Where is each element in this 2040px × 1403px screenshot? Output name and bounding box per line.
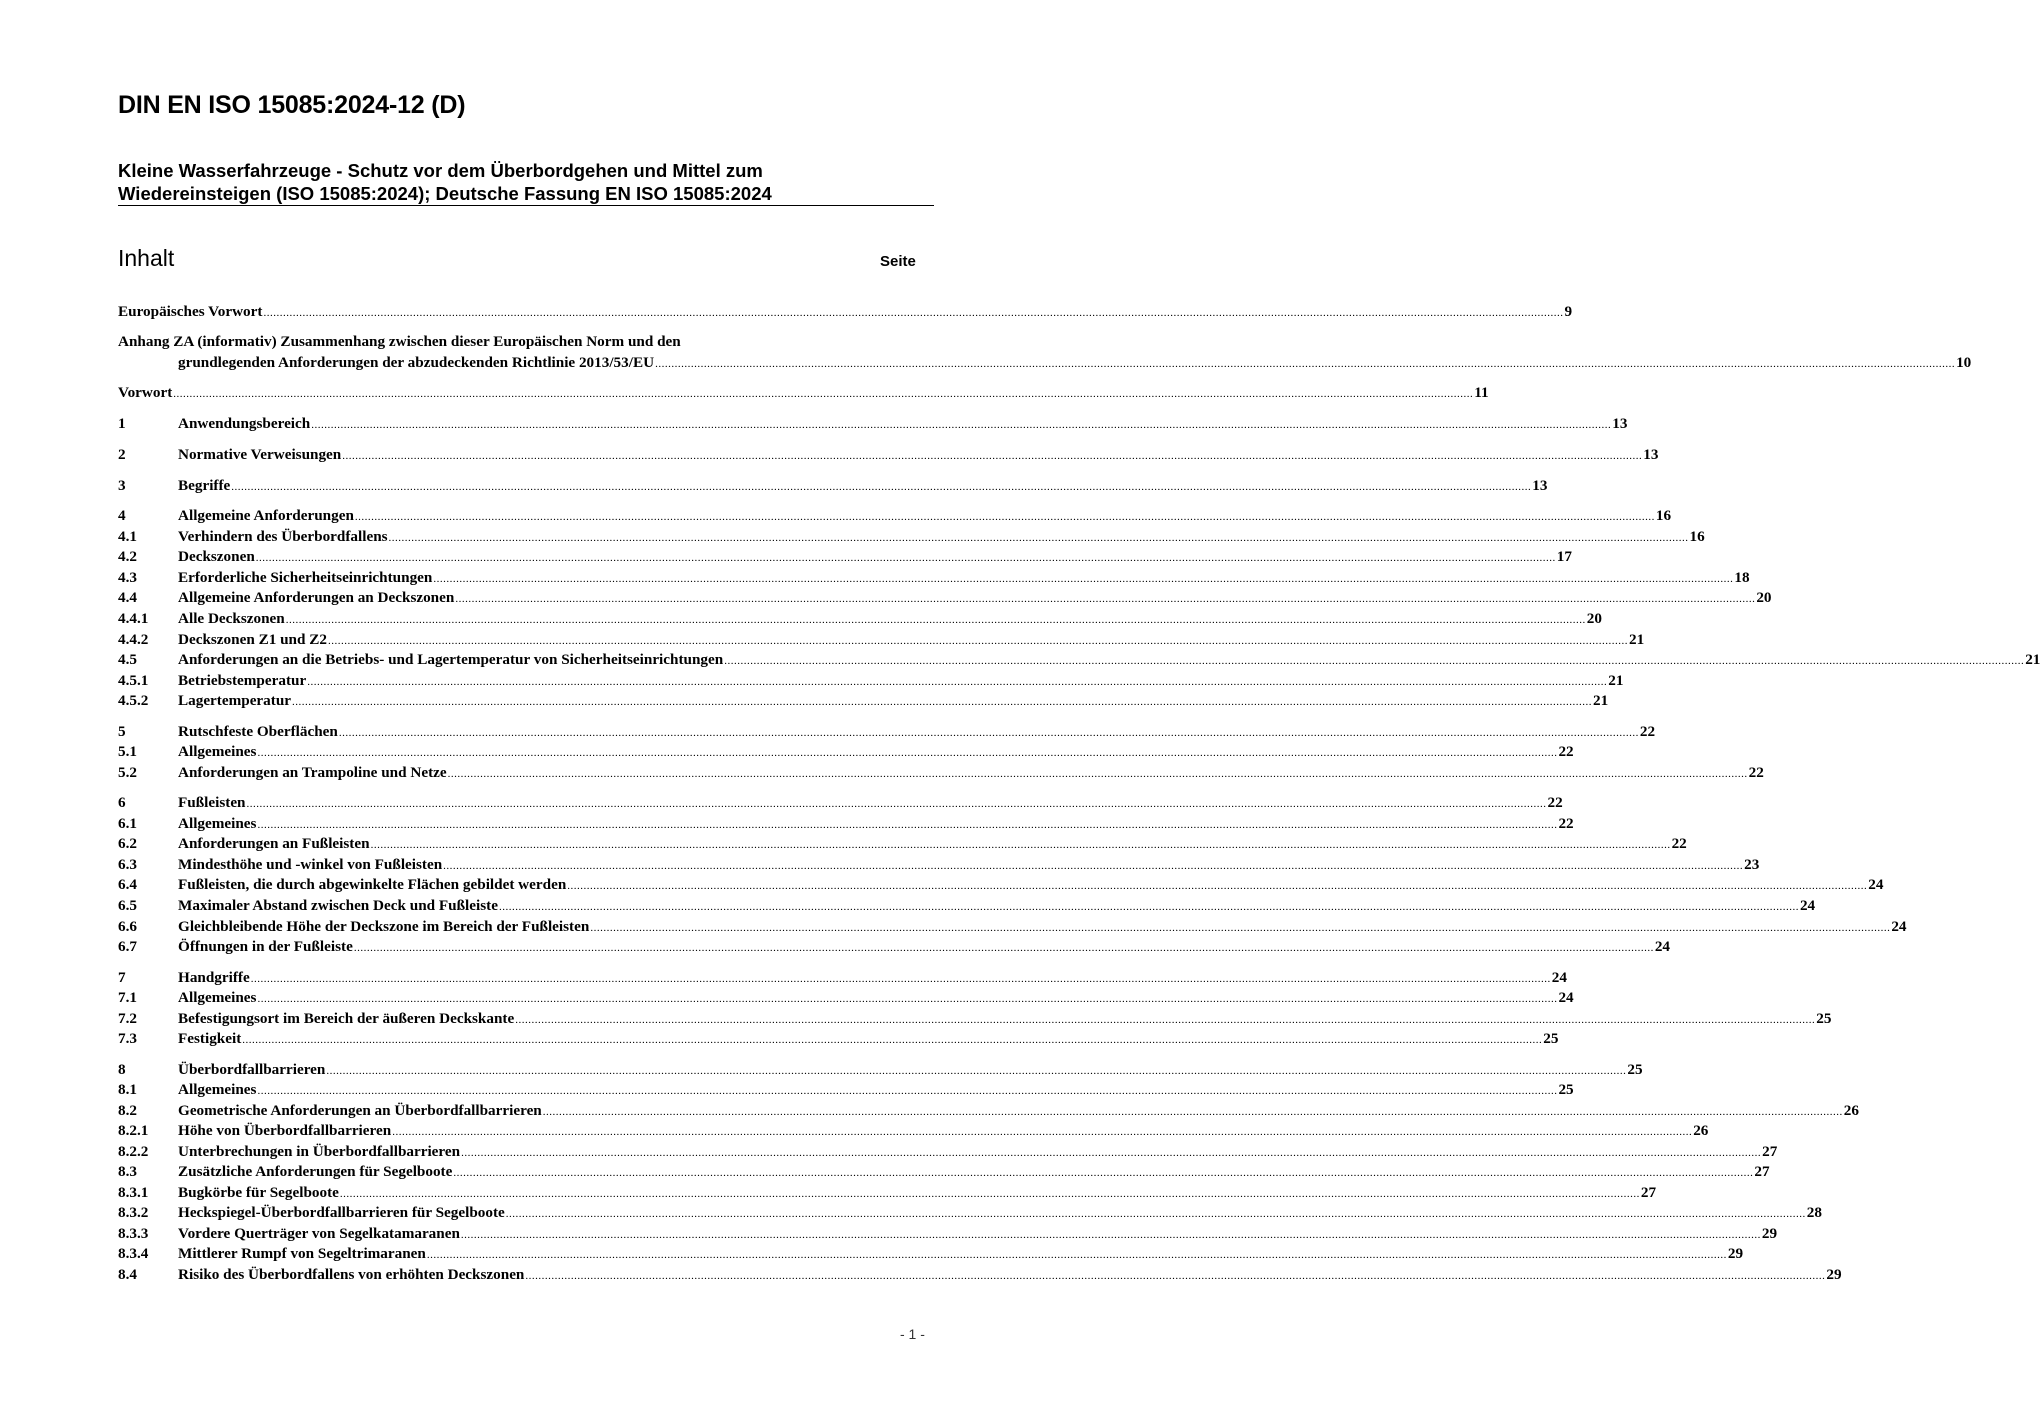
toc-entry[interactable] bbox=[118, 609, 1602, 629]
toc-entry-number: 8.2.1 bbox=[118, 1122, 149, 1139]
toc-entry-title: Europäisches Vorwort bbox=[118, 303, 263, 320]
toc-entry[interactable] bbox=[118, 506, 1672, 526]
toc-leader-dots: ................................................................................................................................................................................................................................................................................................................................................................................................................ bbox=[342, 450, 1643, 462]
toc-leader-dots: ................................................................................................................................................................................................................................................................................................................................................................................................................ bbox=[460, 1229, 1761, 1241]
toc-entry-page: 24 bbox=[1551, 969, 1567, 986]
toc-entry[interactable] bbox=[118, 353, 1972, 373]
toc-leader-dots: ................................................................................................................................................................................................................................................................................................................................................................................................................ bbox=[388, 532, 1689, 544]
subtitle-line-2: Wiedereinsteigen (ISO 15085:2024); Deutsche Fassung EN ISO 15085:2024 bbox=[118, 183, 772, 204]
toc-entry-number: 7.2 bbox=[118, 1010, 137, 1027]
toc-entry-page: 16 bbox=[1689, 528, 1705, 545]
toc-entry-title: Maximaler Abstand zwischen Deck und Fußleiste bbox=[178, 897, 498, 914]
toc-entry[interactable] bbox=[118, 302, 1573, 322]
toc-entry[interactable] bbox=[118, 650, 2040, 670]
toc-entry[interactable] bbox=[118, 445, 1659, 465]
toc-entry-title: Erforderliche Sicherheitseinrichtungen bbox=[178, 569, 433, 586]
toc-entry-number: 8 bbox=[118, 1061, 126, 1078]
toc-page-label: Seite bbox=[880, 253, 916, 270]
toc-entry-title: Mindesthöhe und -winkel von Fußleisten bbox=[178, 856, 443, 873]
toc-leader-dots: ................................................................................................................................................................................................................................................................................................................................................................................................................ bbox=[354, 511, 1655, 523]
toc-entry-page: 25 bbox=[1558, 1081, 1574, 1098]
toc-entry-title: Vorwort bbox=[118, 384, 173, 401]
toc-entry-title: Heckspiegel-Überbordfallbarrieren für Segelboote bbox=[178, 1204, 505, 1221]
toc-entry-number: 6.2 bbox=[118, 835, 137, 852]
toc-entry-page: 26 bbox=[1843, 1102, 1859, 1119]
toc-entry-title: Unterbrechungen in Überbordfallbarrieren bbox=[178, 1143, 461, 1160]
toc-entry-page: 24 bbox=[1558, 989, 1574, 1006]
toc-entry-title: Festigkeit bbox=[178, 1030, 242, 1047]
toc-entry-title: Öffnungen in der Fußleiste bbox=[178, 938, 353, 955]
toc-entry-title: Zusätzliche Anforderungen für Segelboote bbox=[178, 1163, 453, 1180]
toc-leader-dots: ................................................................................................................................................................................................................................................................................................................................................................................................................ bbox=[590, 922, 1891, 934]
toc-entry-title: Bugkörbe für Segelboote bbox=[178, 1184, 339, 1201]
toc-entry-title: Risiko des Überbordfallens von erhöhten Deckszonen bbox=[178, 1266, 525, 1283]
toc-leader-dots: ................................................................................................................................................................................................................................................................................................................................................................................................................ bbox=[453, 1167, 1754, 1179]
toc-entry-page: 27 bbox=[1762, 1143, 1778, 1160]
toc-entry-page: 24 bbox=[1799, 897, 1816, 914]
toc-entry[interactable] bbox=[118, 476, 1548, 496]
toc-entry-title: Rutschfeste Oberflächen bbox=[178, 723, 338, 740]
toc-leader-dots: ................................................................................................................................................................................................................................................................................................................................................................................................................ bbox=[567, 880, 1868, 892]
toc-leader-dots: ................................................................................................................................................................................................................................................................................................................................................................................................................ bbox=[173, 388, 1474, 400]
toc-entry-page: 22 bbox=[1671, 835, 1687, 852]
toc-entry[interactable] bbox=[118, 937, 1671, 957]
toc-entry-title: Allgemeines bbox=[178, 743, 257, 760]
toc-entry-page: 22 bbox=[1558, 815, 1574, 832]
toc-entry-number: 7.1 bbox=[118, 989, 137, 1006]
toc-entry[interactable] bbox=[118, 547, 1572, 567]
toc-entry-page: 21 bbox=[2025, 651, 2040, 668]
toc-entry[interactable] bbox=[118, 1142, 1778, 1162]
toc-entry[interactable] bbox=[118, 1029, 1559, 1049]
toc-leader-dots: ................................................................................................................................................................................................................................................................................................................................................................................................................ bbox=[655, 358, 1956, 370]
toc-entry-title: Vordere Querträger von Segelkatamaranen bbox=[178, 1225, 460, 1242]
toc-entry-title: Deckszonen bbox=[178, 548, 255, 565]
toc-leader-dots: ................................................................................................................................................................................................................................................................................................................................................................................................................ bbox=[525, 1270, 1826, 1282]
toc-entry-page: 25 bbox=[1816, 1010, 1832, 1027]
toc-entry[interactable] bbox=[118, 793, 1563, 813]
toc-entry-number: 8.4 bbox=[118, 1266, 137, 1283]
toc-entry[interactable] bbox=[118, 742, 1574, 762]
toc-entry[interactable] bbox=[118, 968, 1567, 988]
toc-entry[interactable] bbox=[118, 332, 930, 352]
toc-entry-number: 4.3 bbox=[118, 569, 137, 586]
toc-entry-title: Fußleisten, die durch abgewinkelte Flächen gebildet werden bbox=[178, 876, 567, 893]
toc-entry-number: 6.4 bbox=[118, 876, 137, 893]
toc-entry[interactable] bbox=[118, 1244, 1744, 1264]
toc-entry[interactable] bbox=[118, 988, 1574, 1008]
toc-entry-page: 28 bbox=[1806, 1204, 1822, 1221]
toc-entry-title: Geometrische Anforderungen an Überbordfallbarrieren bbox=[178, 1102, 542, 1119]
toc-leader-dots: ................................................................................................................................................................................................................................................................................................................................................................................................................ bbox=[257, 993, 1558, 1005]
toc-entry-page: 11 bbox=[1474, 384, 1489, 401]
toc-entry-number: 6.1 bbox=[118, 815, 137, 832]
toc-leader-dots: ................................................................................................................................................................................................................................................................................................................................................................................................................ bbox=[505, 1208, 1806, 1220]
title-divider bbox=[118, 205, 934, 206]
toc-entry-number: 8.3.4 bbox=[118, 1245, 149, 1262]
toc-leader-dots: ................................................................................................................................................................................................................................................................................................................................................................................................................ bbox=[326, 1065, 1627, 1077]
toc-leader-dots: ................................................................................................................................................................................................................................................................................................................................................................................................................ bbox=[292, 696, 1593, 708]
toc-entry-page: 9 bbox=[1564, 303, 1573, 320]
toc-entry-title: Normative Verweisungen bbox=[178, 446, 342, 463]
toc-leader-dots: ................................................................................................................................................................................................................................................................................................................................................................................................................ bbox=[542, 1106, 1843, 1118]
toc-leader-dots: ................................................................................................................................................................................................................................................................................................................................................................................................................ bbox=[307, 676, 1608, 688]
toc-entry-number: 5.2 bbox=[118, 764, 137, 781]
toc-leader-dots: ................................................................................................................................................................................................................................................................................................................................................................................................................ bbox=[263, 307, 1564, 319]
toc-entry[interactable] bbox=[118, 763, 1764, 783]
toc-entry-number: 4.5.2 bbox=[118, 692, 149, 709]
toc-entry-number: 2 bbox=[118, 446, 126, 463]
toc-entry-number: 1 bbox=[118, 415, 126, 432]
toc-entry-number: 5 bbox=[118, 723, 126, 740]
toc-entry[interactable] bbox=[118, 1224, 1778, 1244]
toc-leader-dots: ................................................................................................................................................................................................................................................................................................................................................................................................................ bbox=[447, 768, 1748, 780]
toc-leader-dots: ................................................................................................................................................................................................................................................................................................................................................................................................................ bbox=[455, 593, 1756, 605]
toc-leader-dots: ................................................................................................................................................................................................................................................................................................................................................................................................................ bbox=[515, 1014, 1816, 1026]
toc-entry-title: Anforderungen an die Betriebs- und Lagertemperatur von Sicherheitseinrichtungen bbox=[178, 651, 724, 668]
toc-leader-dots: ................................................................................................................................................................................................................................................................................................................................................................................................................ bbox=[257, 747, 1558, 759]
toc-entry[interactable] bbox=[118, 671, 1624, 691]
document-subtitle bbox=[118, 159, 934, 205]
toc-entry-title: Alle Deckszonen bbox=[178, 610, 285, 627]
toc-entry-number: 4.4.2 bbox=[118, 631, 149, 648]
toc-entry[interactable] bbox=[118, 896, 1816, 916]
toc-entry[interactable] bbox=[118, 875, 1884, 895]
toc-entry-number: 7 bbox=[118, 969, 126, 986]
toc-entry-title: Anhang ZA (informativ) Zusammenhang zwischen dieser Europäischen Norm und den bbox=[118, 333, 681, 350]
toc-leader-dots: ................................................................................................................................................................................................................................................................................................................................................................................................................ bbox=[498, 901, 1799, 913]
toc-entry-page: 21 bbox=[1608, 672, 1624, 689]
toc-entry-page: 21 bbox=[1628, 631, 1645, 648]
toc-leader-dots: ................................................................................................................................................................................................................................................................................................................................................................................................................ bbox=[327, 635, 1628, 647]
toc-leader-dots: ................................................................................................................................................................................................................................................................................................................................................................................................................ bbox=[231, 481, 1532, 493]
toc-leader-dots: ................................................................................................................................................................................................................................................................................................................................................................................................................ bbox=[257, 819, 1558, 831]
toc-leader-dots: ................................................................................................................................................................................................................................................................................................................................................................................................................ bbox=[433, 573, 1734, 585]
toc-entry-page: 25 bbox=[1627, 1061, 1643, 1078]
toc-entry-page: 24 bbox=[1891, 918, 1907, 935]
toc-entry[interactable] bbox=[118, 1080, 1574, 1100]
toc-entry-page: 16 bbox=[1655, 507, 1672, 524]
toc-entry-title: Deckszonen Z1 und Z2 bbox=[178, 631, 327, 648]
toc-entry-number: 4.4 bbox=[118, 589, 137, 606]
toc-entry[interactable] bbox=[118, 722, 1656, 742]
toc-entry-title: Allgemeine Anforderungen an Deckszonen bbox=[178, 589, 455, 606]
toc-entry-title: Betriebstemperatur bbox=[178, 672, 307, 689]
toc-entry[interactable] bbox=[118, 414, 1628, 434]
toc-entry-number: 4.1 bbox=[118, 528, 137, 545]
toc-entry[interactable] bbox=[118, 834, 1687, 854]
toc-leader-dots: ................................................................................................................................................................................................................................................................................................................................................................................................................ bbox=[246, 798, 1547, 810]
toc-entry-page: 17 bbox=[1556, 548, 1572, 565]
toc-entry-page: 22 bbox=[1639, 723, 1656, 740]
toc-entry-title: grundlegenden Anforderungen der abzudeckenden Richtlinie 2013/53/EU bbox=[178, 354, 655, 371]
toc-entry-number: 8.1 bbox=[118, 1081, 137, 1098]
toc-leader-dots: ................................................................................................................................................................................................................................................................................................................................................................................................................ bbox=[443, 860, 1744, 872]
toc-entry-number: 6 bbox=[118, 794, 126, 811]
toc-entry-number: 6.6 bbox=[118, 918, 137, 935]
toc-entry-number: 6.5 bbox=[118, 897, 137, 914]
toc-entry-page: 27 bbox=[1754, 1163, 1770, 1180]
toc-entry-page: 20 bbox=[1586, 610, 1602, 627]
toc-leader-dots: ................................................................................................................................................................................................................................................................................................................................................................................................................ bbox=[242, 1034, 1543, 1046]
toc-entry-page: 18 bbox=[1734, 569, 1750, 586]
toc-entry-page: 13 bbox=[1643, 446, 1659, 463]
toc-entry[interactable] bbox=[118, 917, 1907, 937]
toc-entry-page: 29 bbox=[1761, 1225, 1778, 1242]
toc-entry-title: Allgemeines bbox=[178, 815, 257, 832]
toc-leader-dots: ................................................................................................................................................................................................................................................................................................................................................................................................................ bbox=[338, 727, 1639, 739]
toc-entry[interactable] bbox=[118, 1203, 1822, 1223]
toc-entry-number: 8.3.2 bbox=[118, 1204, 149, 1221]
toc-entry-number: 4.2 bbox=[118, 548, 137, 565]
toc-entry-page: 24 bbox=[1868, 876, 1884, 893]
toc-entry-number: 4 bbox=[118, 507, 126, 524]
toc-entry[interactable] bbox=[118, 1162, 1770, 1182]
toc-entry-page: 29 bbox=[1826, 1266, 1842, 1283]
toc-entry-page: 13 bbox=[1532, 477, 1548, 494]
toc-entry-number: 4.5 bbox=[118, 651, 137, 668]
toc-entry-page: 26 bbox=[1693, 1122, 1709, 1139]
toc-entry-title: Gleichbleibende Höhe der Deckszone im Bereich der Fußleisten bbox=[178, 918, 590, 935]
toc-leader-dots: ................................................................................................................................................................................................................................................................................................................................................................................................................ bbox=[392, 1126, 1693, 1138]
toc-entry-number: 6.3 bbox=[118, 856, 137, 873]
toc-entry-number: 8.3 bbox=[118, 1163, 137, 1180]
toc-entry-number: 8.2 bbox=[118, 1102, 137, 1119]
toc-entry-number: 4.5.1 bbox=[118, 672, 149, 689]
toc-entry[interactable] bbox=[118, 1121, 1709, 1141]
toc-entry[interactable] bbox=[118, 527, 1705, 547]
toc-entry-page: 23 bbox=[1744, 856, 1760, 873]
toc-leader-dots: ................................................................................................................................................................................................................................................................................................................................................................................................................ bbox=[255, 552, 1556, 564]
toc-entry[interactable] bbox=[118, 1183, 1657, 1203]
toc-entry-title: Allgemeines bbox=[178, 989, 257, 1006]
toc-entry-number: 3 bbox=[118, 477, 126, 494]
toc-entry-page: 22 bbox=[1547, 794, 1563, 811]
toc-entry-title: Anforderungen an Fußleisten bbox=[178, 835, 370, 852]
toc-entry[interactable] bbox=[118, 1009, 1832, 1029]
toc-entry-page: 21 bbox=[1593, 692, 1609, 709]
toc-entry-title: Begriffe bbox=[178, 477, 231, 494]
toc-entry-title: Allgemeine Anforderungen bbox=[178, 507, 354, 524]
toc-entry-number: 6.7 bbox=[118, 938, 137, 955]
toc-entry-page: 13 bbox=[1612, 415, 1628, 432]
toc-entry-page: 10 bbox=[1956, 354, 1972, 371]
toc-leader-dots: ................................................................................................................................................................................................................................................................................................................................................................................................................ bbox=[311, 419, 1612, 431]
toc-entry-number: 4.4.1 bbox=[118, 610, 149, 627]
toc-entry-title: Handgriffe bbox=[178, 969, 250, 986]
toc-leader-dots: ................................................................................................................................................................................................................................................................................................................................................................................................................ bbox=[250, 973, 1551, 985]
toc-entry[interactable] bbox=[118, 630, 1645, 650]
toc-entry-title: Anwendungsbereich bbox=[178, 415, 311, 432]
toc-leader-dots: ................................................................................................................................................................................................................................................................................................................................................................................................................ bbox=[370, 839, 1671, 851]
toc-entry-page: 29 bbox=[1727, 1245, 1744, 1262]
toc-entry[interactable] bbox=[118, 1265, 1842, 1285]
toc-entry-page: 22 bbox=[1558, 743, 1574, 760]
toc-entry[interactable] bbox=[118, 568, 1750, 588]
subtitle-line-1: Kleine Wasserfahrzeuge - Schutz vor dem Überbordgehen und Mittel zum bbox=[118, 160, 763, 181]
toc-entry-number: 8.3.3 bbox=[118, 1225, 149, 1242]
toc-entry[interactable] bbox=[118, 1101, 1859, 1121]
toc-entry-page: 24 bbox=[1654, 938, 1671, 955]
toc-leader-dots: ................................................................................................................................................................................................................................................................................................................................................................................................................ bbox=[724, 655, 2025, 667]
document-id: DIN EN ISO 15085:2024-12 (D) bbox=[118, 91, 466, 119]
toc-entry[interactable] bbox=[118, 383, 1489, 403]
toc-leader-dots: ................................................................................................................................................................................................................................................................................................................................................................................................................ bbox=[461, 1147, 1762, 1159]
toc-entry[interactable] bbox=[118, 1060, 1643, 1080]
toc-leader-dots: ................................................................................................................................................................................................................................................................................................................................................................................................................ bbox=[257, 1085, 1558, 1097]
page-number: - 1 - bbox=[900, 1326, 925, 1342]
toc-entry-title: Überbordfallbarrieren bbox=[178, 1061, 326, 1078]
toc-entry-page: 27 bbox=[1640, 1184, 1657, 1201]
toc-entry-title: Verhindern des Überbordfallens bbox=[178, 528, 388, 545]
toc-entry-title: Lagertemperatur bbox=[178, 692, 292, 709]
toc-leader-dots: ................................................................................................................................................................................................................................................................................................................................................................................................................ bbox=[339, 1188, 1640, 1200]
toc-entry-page: 22 bbox=[1748, 764, 1764, 781]
toc-entry[interactable] bbox=[118, 691, 1609, 711]
toc-entry[interactable] bbox=[118, 855, 1760, 875]
toc-leader-dots: ................................................................................................................................................................................................................................................................................................................................................................................................................ bbox=[426, 1249, 1727, 1261]
toc-entry-number: 5.1 bbox=[118, 743, 137, 760]
toc-entry-title: Fußleisten bbox=[178, 794, 246, 811]
toc-entry-page: 25 bbox=[1543, 1030, 1559, 1047]
toc-leader-dots: ................................................................................................................................................................................................................................................................................................................................................................................................................ bbox=[353, 942, 1654, 954]
toc-entry[interactable] bbox=[118, 588, 1772, 608]
toc-entry-title: Höhe von Überbordfallbarrieren bbox=[178, 1122, 392, 1139]
toc-leader-dots: ................................................................................................................................................................................................................................................................................................................................................................................................................ bbox=[285, 614, 1586, 626]
toc-entry-page: 20 bbox=[1756, 589, 1772, 606]
toc-entry-number: 8.3.1 bbox=[118, 1184, 149, 1201]
toc-heading: Inhalt bbox=[118, 245, 175, 271]
toc-entry-title: Allgemeines bbox=[178, 1081, 257, 1098]
toc-entry-title: Mittlerer Rumpf von Segeltrimaranen bbox=[178, 1245, 426, 1262]
toc-entry-number: 7.3 bbox=[118, 1030, 137, 1047]
toc-entry-title: Anforderungen an Trampoline und Netze bbox=[178, 764, 447, 781]
toc-entry-title: Befestigungsort im Bereich der äußeren Deckskante bbox=[178, 1010, 515, 1027]
toc-entry-number: 8.2.2 bbox=[118, 1143, 149, 1160]
toc-entry[interactable] bbox=[118, 814, 1574, 834]
